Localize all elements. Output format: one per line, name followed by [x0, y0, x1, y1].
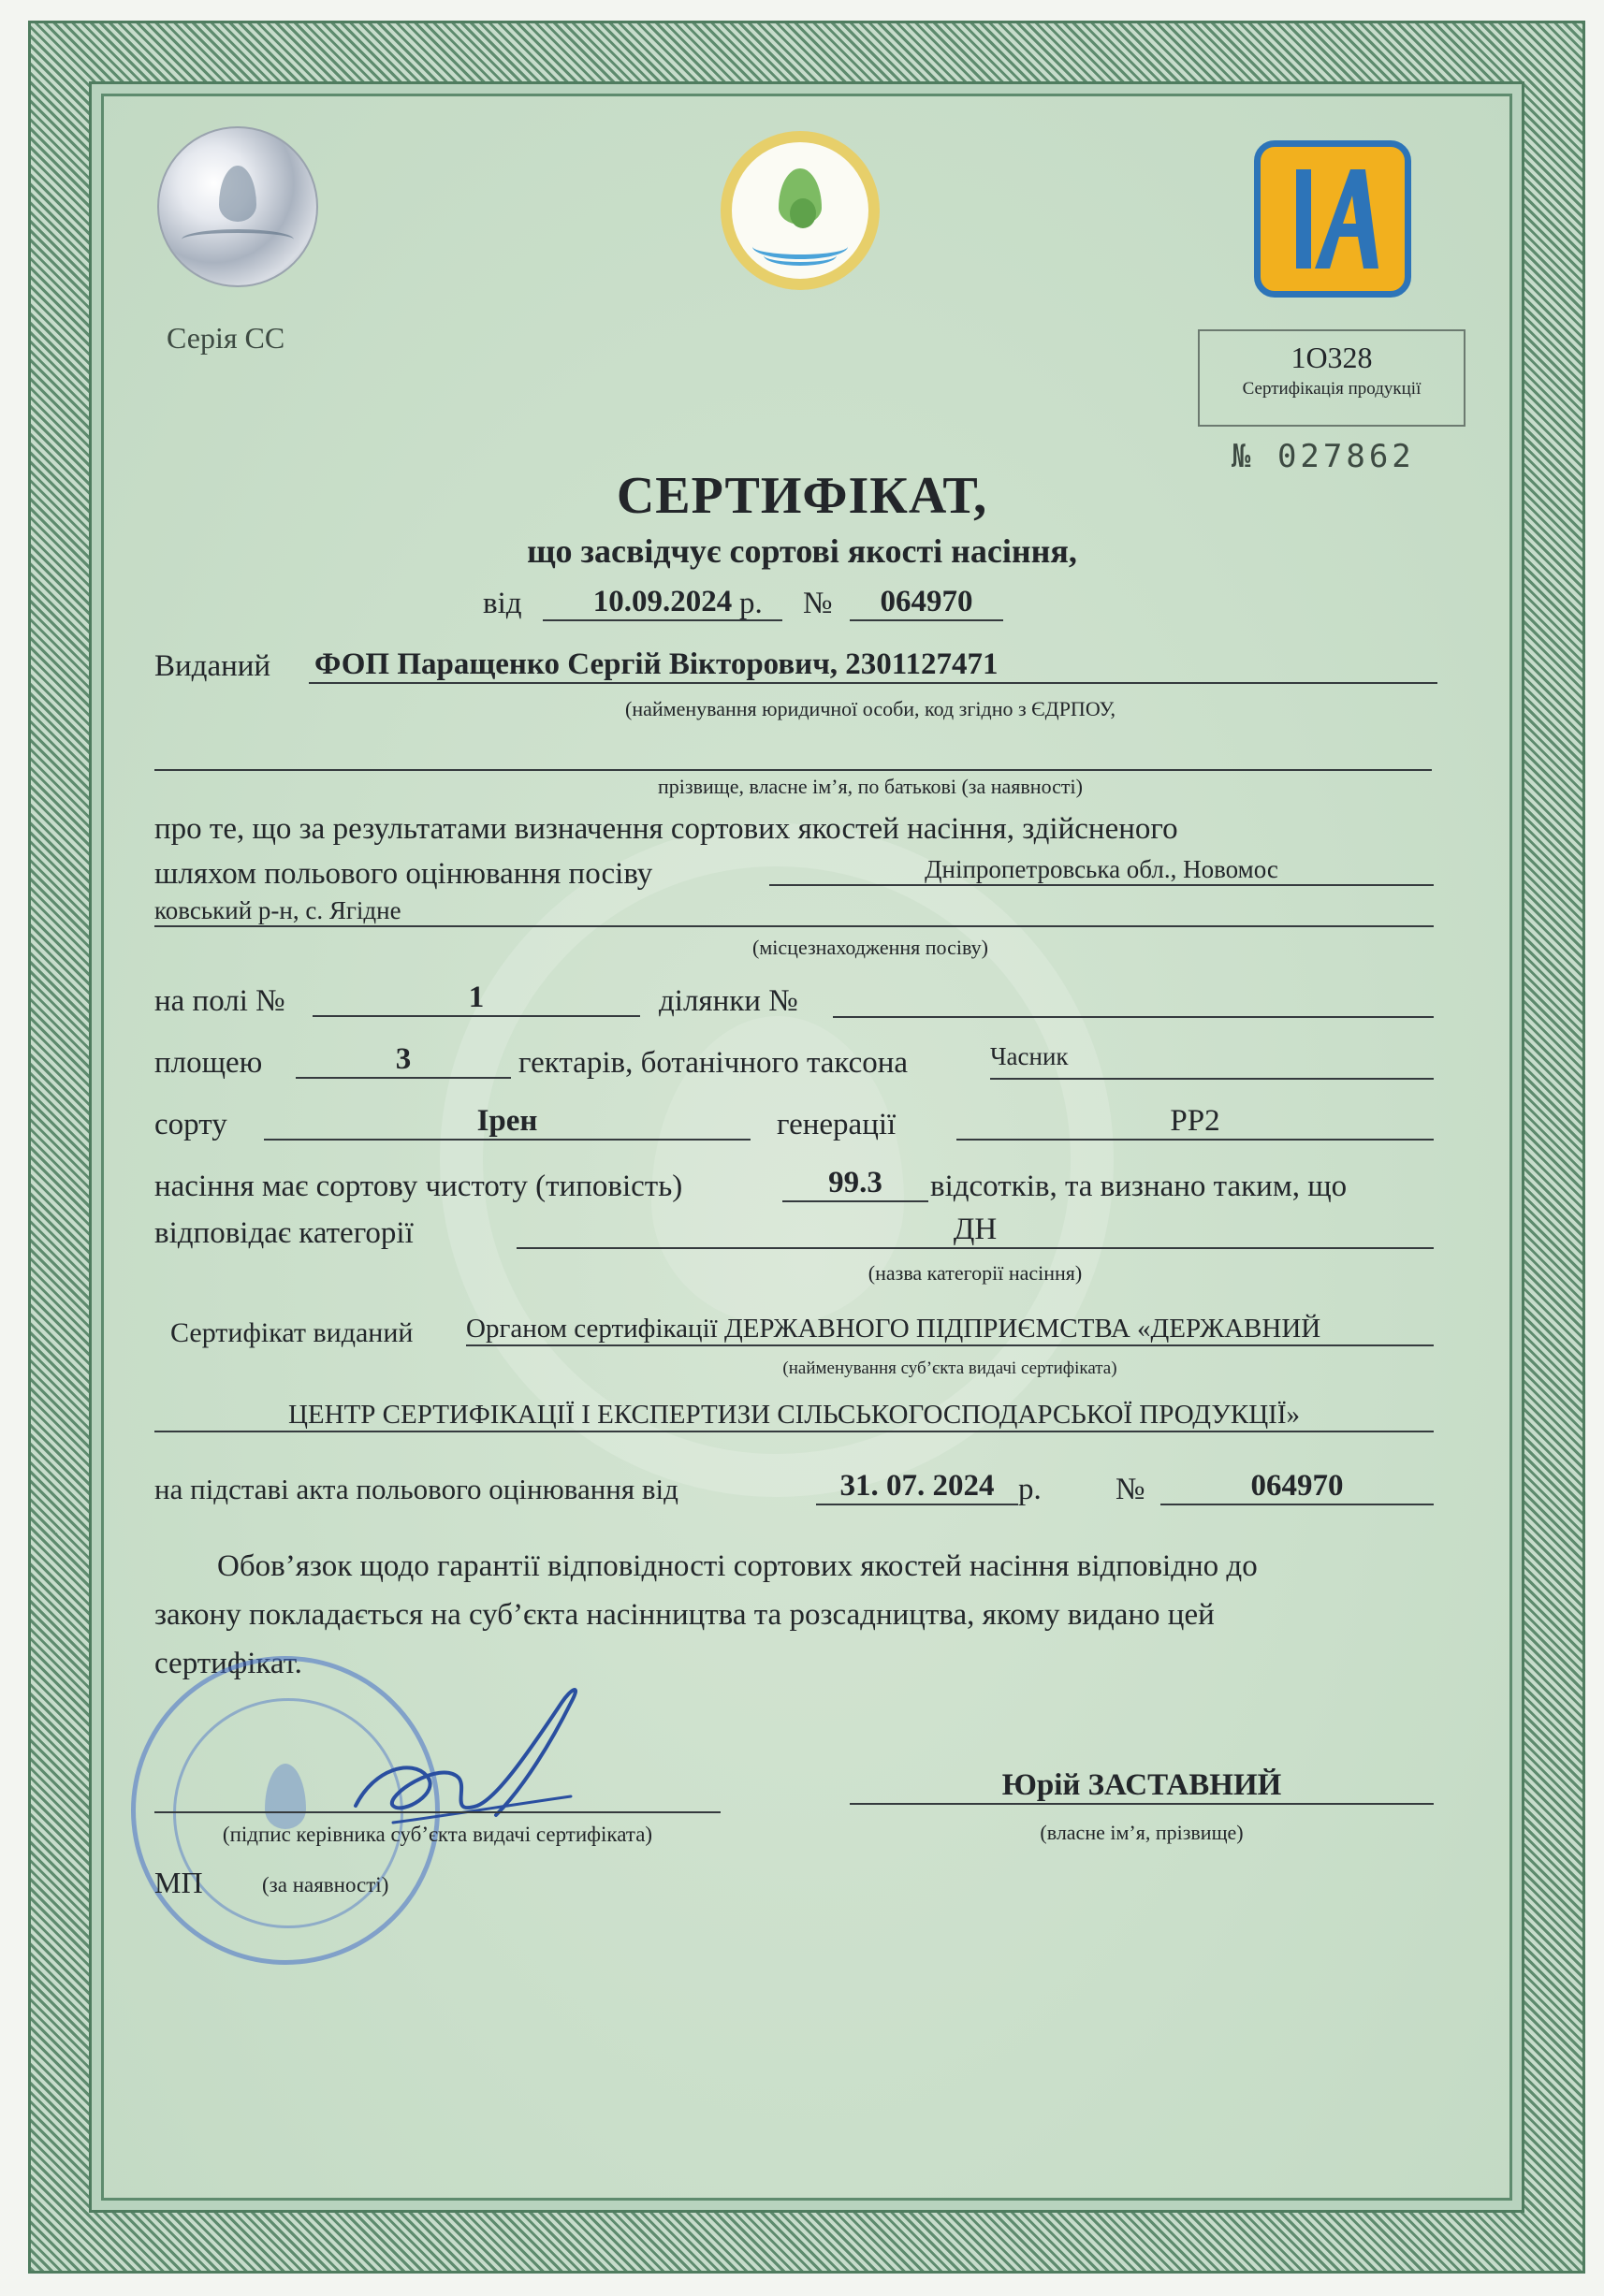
paragraph1-line1: про те, що за результатами визначення сортових якостей насіння, здійсненого [154, 812, 1178, 846]
certification-code: 1O328 [1290, 341, 1373, 374]
location-part-b: ковський р-н, с. Ягідне [154, 896, 1434, 927]
issuer-value-1: Органом сертифікації ДЕРЖАВНОГО ПІДПРИЄМСТВА «ДЕРЖАВНИЙ [466, 1314, 1434, 1346]
signer-name: Юрій ЗАСТАВНИЙ [850, 1768, 1434, 1805]
field-label: на полі № [154, 984, 285, 1018]
certificate-number: 064970 [850, 585, 1003, 621]
purity-value: 99.3 [782, 1166, 928, 1202]
field-number: 1 [313, 981, 640, 1017]
area-mid-text: гектарів, ботанічного таксона [518, 1046, 909, 1080]
issuer-value-2: ЦЕНТР СЕРТИФІКАЦІЇ І ЕКСПЕРТИЗИ СІЛЬСЬКОГОСПОДАРСЬКОЇ ПРОДУКЦІЇ» [154, 1400, 1434, 1432]
category-label: відповідає категорії [154, 1216, 414, 1250]
issuer-label: Сертифікат виданий [170, 1317, 414, 1348]
act-number-label: № [1116, 1473, 1145, 1506]
act-date: 31. 07. 2024 [816, 1469, 1018, 1505]
certification-code-desc: Сертифікація продукції [1242, 379, 1422, 399]
purity-suffix: відсотків, та визнано таким, що [930, 1170, 1348, 1203]
signer-name-caption: (власне ім’я, прізвище) [1040, 1821, 1244, 1844]
location-part-a: Дніпропетровська обл., Новомос [769, 855, 1434, 886]
certificate-date: 10.09.2024 [543, 585, 782, 621]
generation-value: РР2 [956, 1104, 1434, 1141]
issued-caption-2: прізвище, власне ім’я, по батькові (за наявності) [658, 775, 1083, 798]
certificate-title: СЕРТИФІКАТ, [616, 467, 988, 525]
act-year-suffix: р. [1018, 1473, 1042, 1506]
variety-value: Ірен [264, 1104, 751, 1141]
number-label: № [803, 587, 833, 620]
act-label: на підставі акта польового оцінювання від [154, 1473, 678, 1505]
obligation-line1: Обов’язок щодо гарантії відповідності сортових якостей насіння відповідно до [217, 1549, 1258, 1583]
category-value: ДН [517, 1213, 1434, 1249]
obligation-line2: закону покладається на суб’єкта насінництва та розсадництва, якому видано цей [154, 1598, 1215, 1632]
plot-label: ділянки № [659, 984, 798, 1018]
category-caption: (назва категорії насіння) [868, 1261, 1083, 1285]
mp-caption: (за наявності) [262, 1873, 389, 1896]
series-label: Серія СС [167, 321, 285, 355]
mp-label: МП [154, 1866, 203, 1899]
signature-caption: (підпис керівника суб’єкта видачі сертифіката) [222, 1823, 653, 1846]
hologram-icon [157, 126, 318, 287]
signature-icon [337, 1665, 618, 1843]
variety-label: сорту [154, 1108, 227, 1141]
certification-code-box [1198, 329, 1465, 427]
issued-line-2 [154, 734, 1432, 771]
signature-line [154, 1778, 721, 1813]
serial-number: № 027862 [1232, 438, 1415, 475]
issuer-caption: (найменування суб’єкта видачі сертифіката) [782, 1359, 1117, 1378]
issued-to-value: ФОП Паращенко Сергій Вікторович, 2301127471 [309, 647, 1437, 684]
location-caption: (місцезнаходження посіву) [752, 936, 988, 959]
date-year-suffix: р. [739, 587, 763, 620]
generation-label: генерації [777, 1108, 897, 1141]
certificate-subtitle: що засвідчує сортові якості насіння, [527, 532, 1077, 570]
purity-label: насіння має сортову чистоту (типовість) [154, 1170, 683, 1203]
act-number: 064970 [1160, 1469, 1434, 1505]
date-prefix: від [483, 587, 522, 620]
issued-label: Виданий [154, 649, 271, 683]
issued-caption-1: (найменування юридичної особи, код згідно з ЄДРПОУ, [625, 697, 1116, 720]
paragraph1-line2: шляхом польового оцінювання посіву [154, 857, 653, 891]
ua-certification-logo-icon [1254, 140, 1411, 298]
sprout-emblem-icon [721, 131, 880, 290]
obligation-line3: сертифікат. [154, 1647, 302, 1680]
plot-number [833, 981, 1434, 1018]
taxon-value: Часник [990, 1042, 1434, 1080]
area-value: 3 [296, 1042, 511, 1079]
area-label: площею [154, 1046, 263, 1080]
